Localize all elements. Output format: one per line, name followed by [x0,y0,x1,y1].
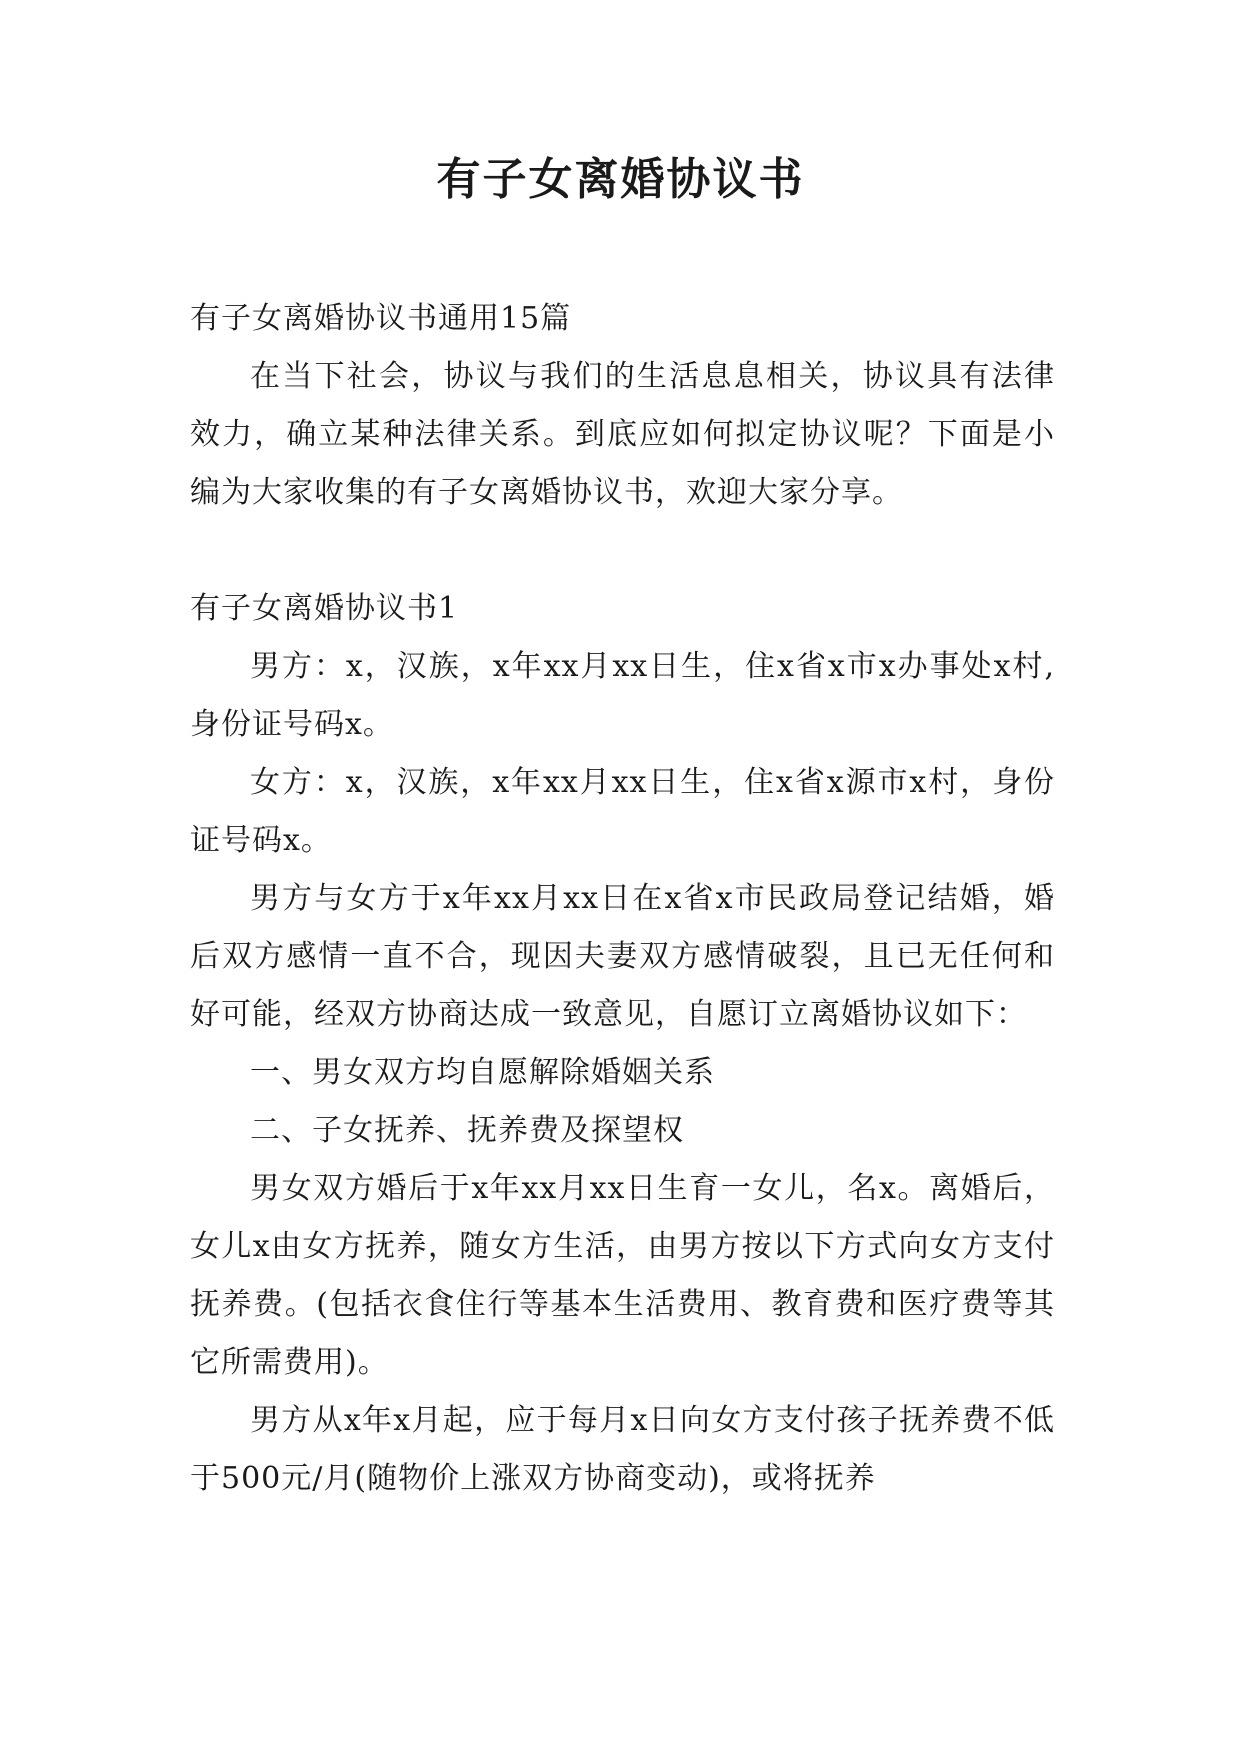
clause-one: 一、男女双方均自愿解除婚姻关系 [250,1055,715,1090]
document-body [190,290,1055,1508]
paragraph-male-party: 男方：x，汉族，x年xx月xx日生，住x省x市x办事处x村,身份证号码x。 [190,649,1055,742]
section-heading: 有子女离婚协议书1 [190,591,459,626]
paragraph-child-custody: 男女双方婚后于x年xx月xx日生育一女儿，名x。离婚后，女儿x由女方抚养，随女方生活，由男方按以下方式向女方支付抚养费。(包括衣食住行等基本生活费用、教育费和医疗费等其它所需费用)。 [190,1171,1055,1380]
document-title: 有子女离婚协议书 [436,154,805,205]
clause-two: 二、子女抚养、抚养费及探望权 [250,1113,684,1148]
intro-paragraph: 在当下社会，协议与我们的生活息息相关，协议具有法律效力，确立某种法律关系。到底应如何拟定协议呢？下面是小编为大家收集的有子女离婚协议书，欢迎大家分享。 [190,359,1055,510]
paragraph-female-party: 女方：x，汉族，x年xx月xx日生，住x省x源市x村，身份证号码x。 [190,765,1055,858]
document-subtitle: 有子女离婚协议书通用15篇 [190,301,572,336]
paragraph-marriage-background: 男方与女方于x年xx月xx日在x省x市民政局登记结婚，婚后双方感情一直不合，现因夫妻双方感情破裂，且已无任何和好可能，经双方协商达成一致意见，自愿订立离婚协议如下： [190,881,1055,1032]
paragraph-child-support: 男方从x年x月起，应于每月x日向女方支付孩子抚养费不低于500元/月(随物价上涨双方协商变动)，或将抚养 [190,1403,1055,1496]
